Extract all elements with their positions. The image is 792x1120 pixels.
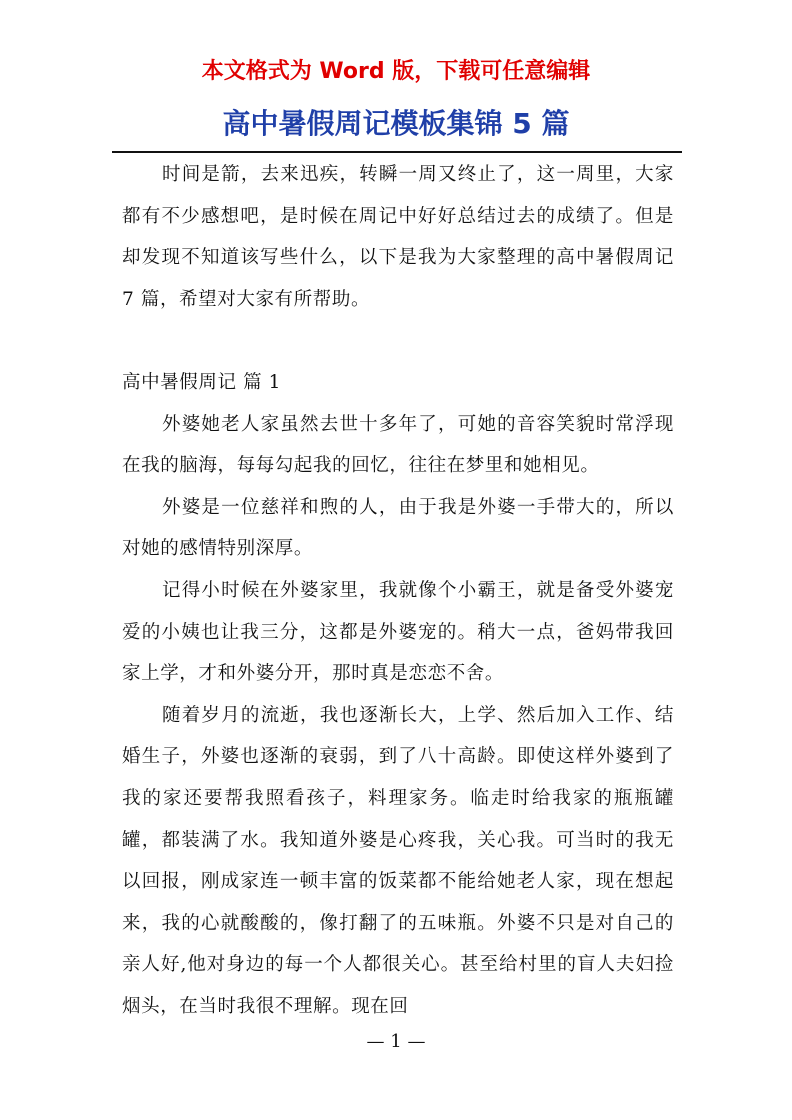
body-paragraph: 外婆她老人家虽然去世十多年了，可她的音容笑貌时常浮现在我的脑海，每每勾起我的回忆，往往在梦里和她相见。 [122, 413, 674, 477]
body-paragraph: 随着岁月的流逝，我也逐渐长大，上学、然后加入工作、结婚生子，外婆也逐渐的衰弱，到了八十高龄。即使这样外婆到了我的家还要帮我照看孩子，料理家务。临走时给我家的瓶瓶罐罐，都装满了水。我知道外婆是心疼我，关心我。可当时的我无以回报，刚成家连一顿丰富的饭菜都不能给她老人家，现在想起来，我的心就酸酸的，像打翻了的五味瓶。外婆不只是对自己的亲人好,他对身边的每一个人都很关心。甚至给村里的盲人夫妇捡烟头，在当时我很不理解。现在回 [122, 704, 674, 1017]
page-number: — 1 — [366, 1031, 426, 1052]
document-title: 高中暑假周记模板集锦 5 篇 [222, 107, 570, 140]
document-body [122, 154, 674, 1027]
blank-line [122, 320, 674, 362]
intro-paragraph: 时间是箭，去来迅疾，转瞬一周又终止了，这一周里，大家都有不少感想吧，是时候在周记中好好总结过去的成绩了。但是却发现不知道该写些什么，以下是我为大家整理的高中暑假周记 7 篇，希望对大家有所帮助。 [122, 164, 674, 310]
body-paragraph: 记得小时候在外婆家里，我就像个小霸王，就是备受外婆宠爱的小姨也让我三分，这都是外婆宠的。稍大一点，爸妈带我回家上学，才和外婆分开，那时真是恋恋不舍。 [122, 579, 674, 685]
title-divider [112, 151, 682, 153]
section-heading: 高中暑假周记 篇 1 [122, 371, 282, 393]
format-notice: 本文格式为 Word 版，下载可任意编辑 [201, 59, 591, 84]
body-paragraph: 外婆是一位慈祥和煦的人，由于我是外婆一手带大的，所以对她的感情特别深厚。 [122, 496, 674, 560]
